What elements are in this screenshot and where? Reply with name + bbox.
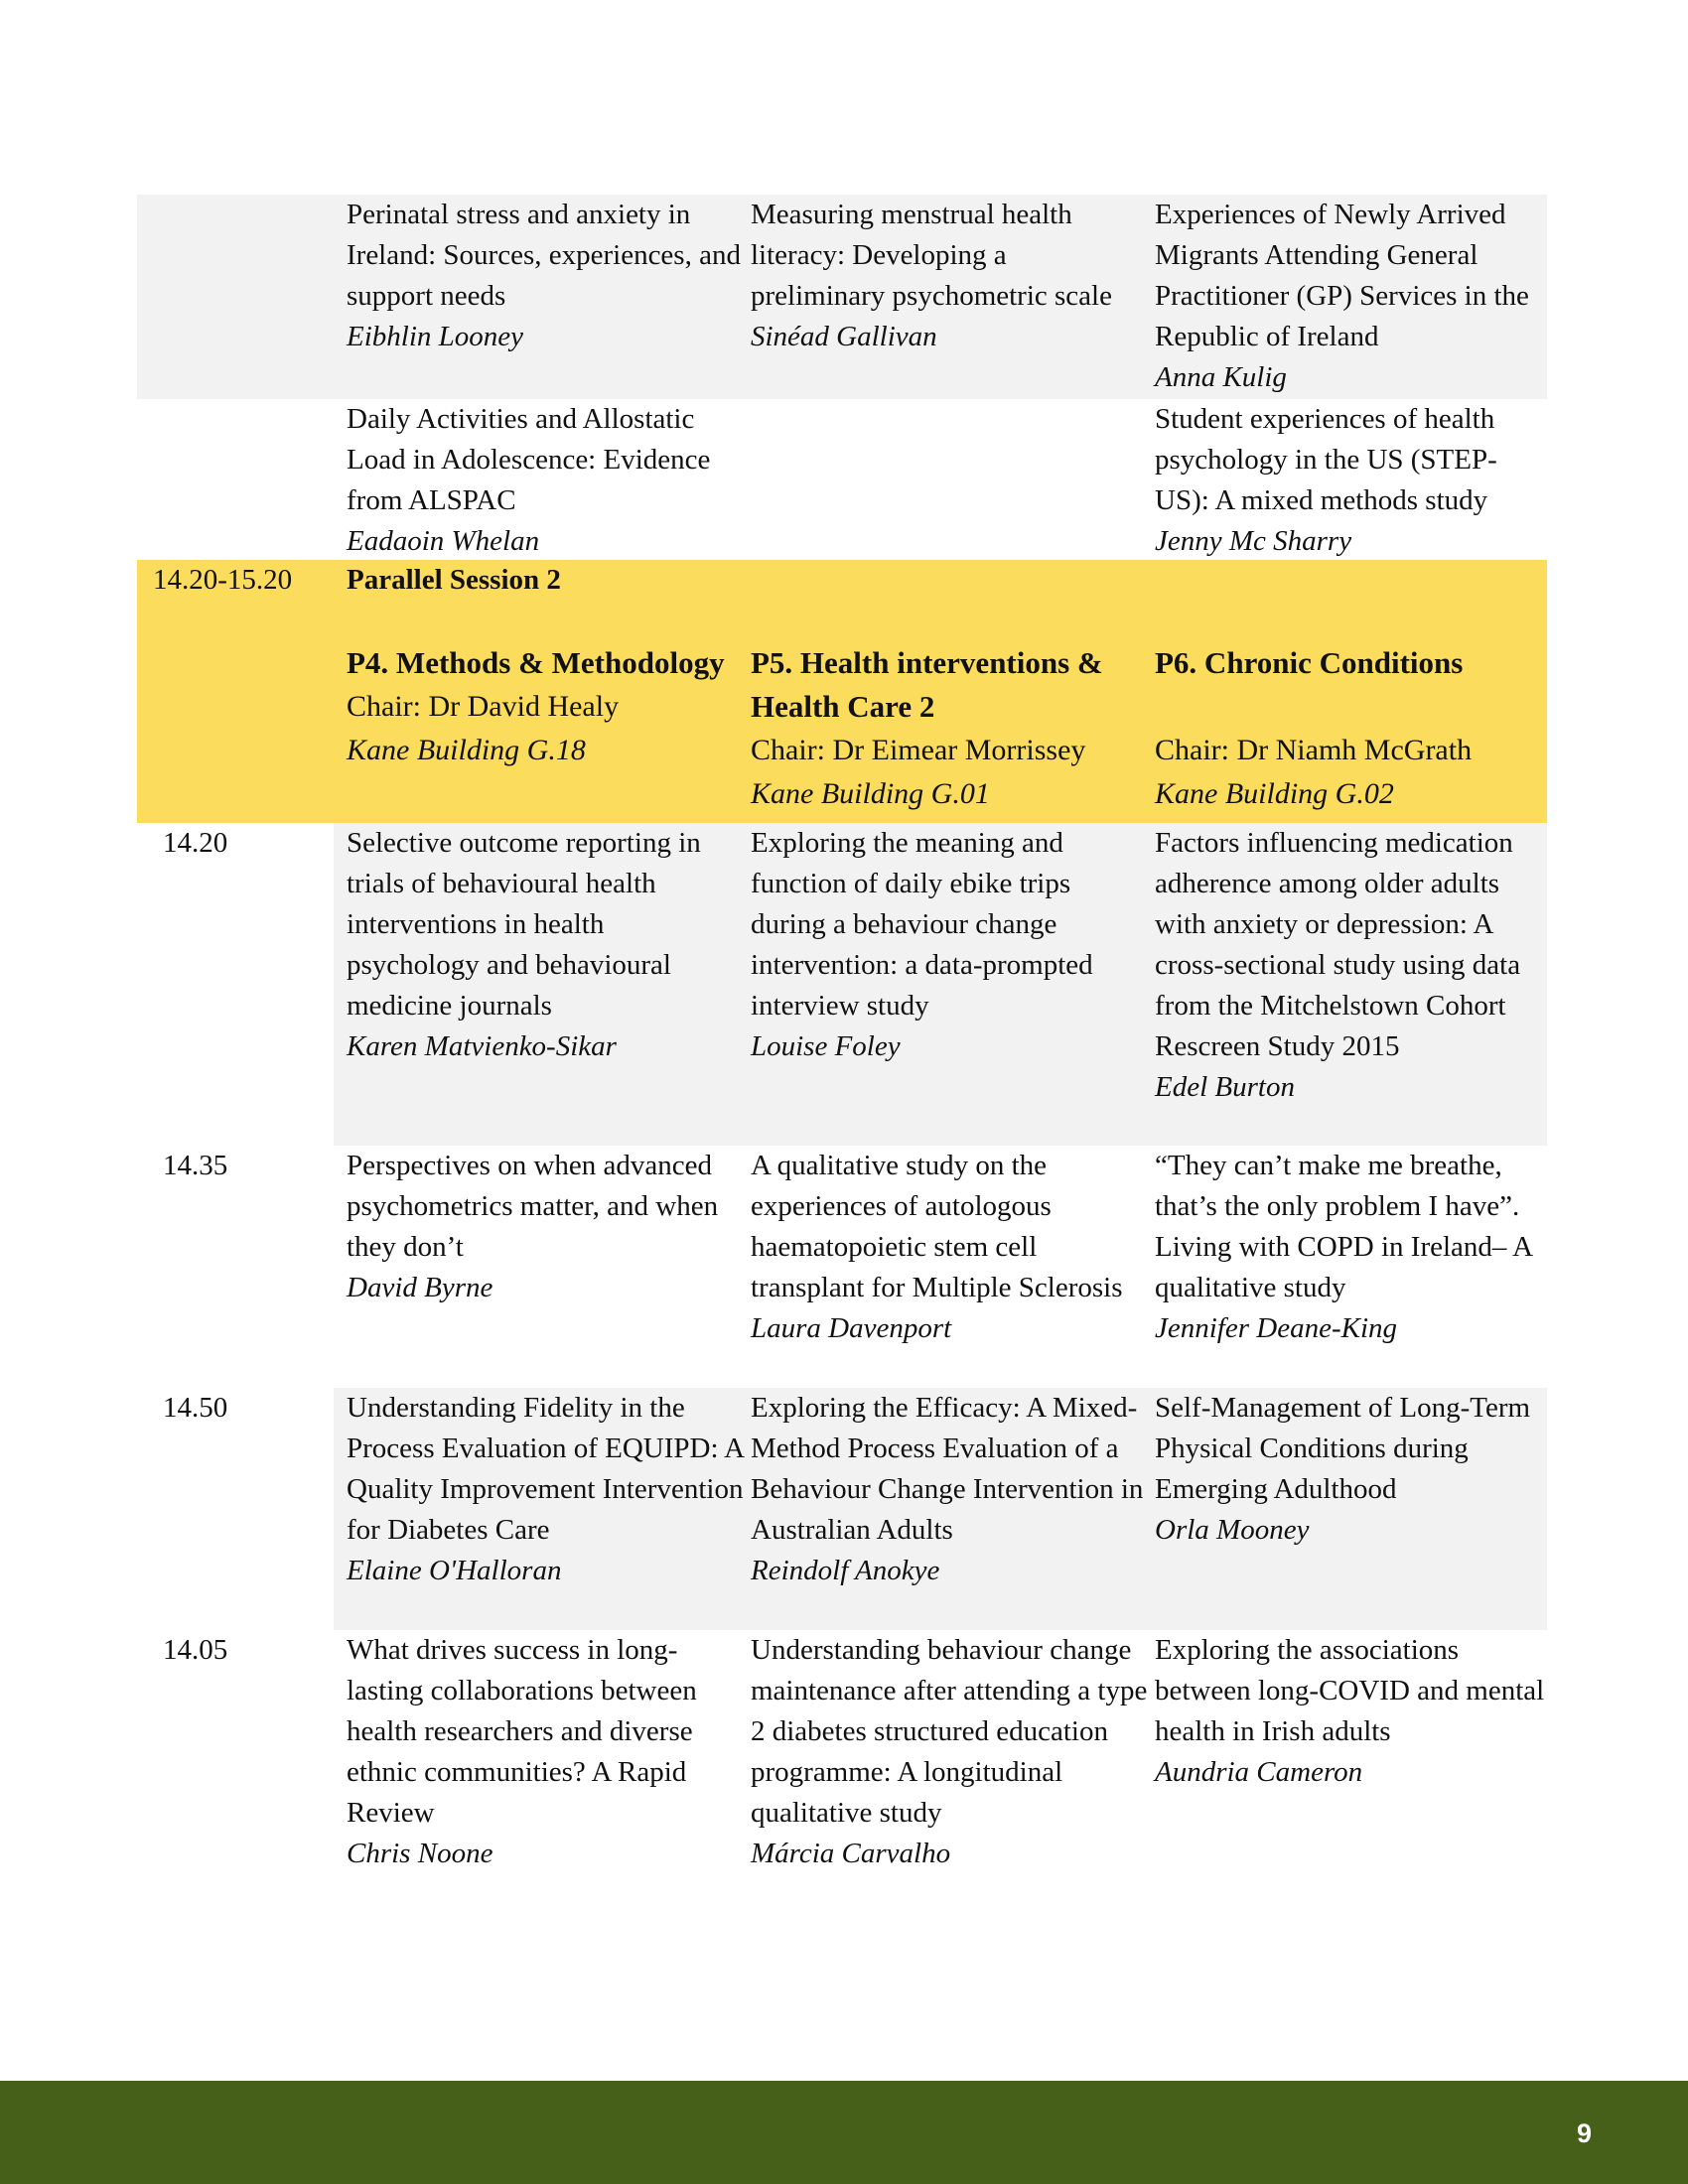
row-time: 14.05 bbox=[163, 1634, 228, 1666]
talk-author: Orla Mooney bbox=[1155, 1514, 1310, 1546]
track-room: Kane Building G.01 bbox=[751, 777, 990, 810]
table-row bbox=[137, 195, 1547, 399]
row-time: 14.20 bbox=[163, 827, 228, 859]
talk-title: What drives success in long-lasting collaborations between health researchers and diverse ethnic communities? A Rapid Review bbox=[347, 1634, 697, 1829]
talk-cell bbox=[1155, 195, 1547, 398]
talk-author: Elaine O'Halloran bbox=[347, 1555, 562, 1586]
talk-author: Chris Noone bbox=[347, 1838, 493, 1869]
talk-title: Selective outcome reporting in trials of behavioural health interventions in health psychology and behavioural medicine journals bbox=[347, 827, 701, 1022]
talk-cell bbox=[1155, 399, 1547, 562]
talk-author: Sinéad Gallivan bbox=[751, 321, 937, 352]
talk-cell bbox=[347, 823, 744, 1067]
track-chair: Chair: Dr Niamh McGrath bbox=[1155, 734, 1473, 766]
talk-title: Perspectives on when advanced psychometrics matter, and when they don’t bbox=[347, 1150, 719, 1263]
track-title: P6. Chronic Conditions bbox=[1155, 645, 1464, 680]
talk-cell bbox=[1155, 823, 1547, 1108]
talk-author: Jenny Mc Sharry bbox=[1155, 525, 1352, 557]
row-time: 14.35 bbox=[163, 1150, 228, 1181]
talk-cell bbox=[751, 1630, 1148, 1874]
talk-cell bbox=[347, 1146, 744, 1308]
talk-cell bbox=[751, 823, 1148, 1067]
session-label: Parallel Session 2 bbox=[347, 564, 561, 596]
talk-cell bbox=[751, 1388, 1148, 1591]
talk-author: Jennifer Deane-King bbox=[1155, 1312, 1398, 1344]
talk-title: Understanding Fidelity in the Process Evaluation of EQUIPD: A Quality Improvement Intervention for Diabetes Care bbox=[347, 1392, 744, 1546]
talk-cell bbox=[751, 195, 1148, 357]
track-chair: Chair: Dr David Healy bbox=[347, 690, 620, 723]
talk-author: Laura Davenport bbox=[751, 1312, 952, 1344]
talk-title: Measuring menstrual health literacy: Developing a preliminary psychometric scale bbox=[751, 199, 1112, 312]
talk-author: Anna Kulig bbox=[1155, 361, 1287, 393]
track-header bbox=[1155, 641, 1547, 816]
track-header bbox=[347, 641, 744, 772]
session-time: 14.20-15.20 bbox=[153, 564, 293, 596]
row-time: 14.50 bbox=[163, 1392, 228, 1424]
table-row bbox=[137, 1146, 1547, 1388]
table-row bbox=[137, 823, 1547, 1146]
page-number: 9 bbox=[1576, 2118, 1592, 2148]
page-footer bbox=[0, 2081, 1688, 2184]
talk-title: Daily Activities and Allostatic Load in Adolescence: Evidence from ALSPAC bbox=[347, 403, 711, 516]
talk-cell bbox=[347, 399, 744, 562]
talk-author: Aundria Cameron bbox=[1155, 1756, 1363, 1788]
session-header bbox=[137, 560, 1547, 823]
talk-author: Eadaoin Whelan bbox=[347, 525, 540, 557]
talk-cell bbox=[347, 1630, 744, 1874]
talk-title: Exploring the Efficacy: A Mixed-Method Process Evaluation of a Behaviour Change Intervention in Australian Adults bbox=[751, 1392, 1144, 1546]
talk-title: Perinatal stress and anxiety in Ireland: Sources, experiences, and support needs bbox=[347, 199, 741, 312]
talk-title: Experiences of Newly Arrived Migrants Attending General Practitioner (GP) Services in the Republic of Ireland bbox=[1155, 199, 1529, 352]
track-chair: Chair: Dr Eimear Morrissey bbox=[751, 734, 1086, 766]
talk-author: Reindolf Anokye bbox=[751, 1555, 940, 1586]
talk-author: David Byrne bbox=[347, 1272, 493, 1303]
talk-title: Self-Management of Long-Term Physical Conditions during Emerging Adulthood bbox=[1155, 1392, 1531, 1505]
talk-title: Factors influencing medication adherence among older adults with anxiety or depression: A cross-sectional study using data from the Mitchelstown Cohort Rescreen Study 2015 bbox=[1155, 827, 1521, 1062]
talk-author: Louise Foley bbox=[751, 1030, 901, 1062]
talk-cell bbox=[1155, 1146, 1547, 1349]
talk-title: Exploring the meaning and function of daily ebike trips during a behaviour change intervention: a data-prompted interview study bbox=[751, 827, 1093, 1022]
talk-cell bbox=[751, 1146, 1148, 1349]
table-row bbox=[137, 399, 1547, 560]
talk-cell bbox=[347, 195, 744, 357]
talk-title: “They can’t make me breathe, that’s the only problem I have”. Living with COPD in Ireland– A qualitative study bbox=[1155, 1150, 1532, 1303]
talk-author: Márcia Carvalho bbox=[751, 1838, 951, 1869]
talk-cell bbox=[1155, 1630, 1547, 1793]
track-header bbox=[751, 641, 1148, 816]
table-row bbox=[137, 1388, 1547, 1630]
track-room: Kane Building G.18 bbox=[347, 734, 586, 766]
talk-cell bbox=[1155, 1388, 1547, 1551]
talk-title: A qualitative study on the experiences of autologous haematopoietic stem cell transplant for Multiple Sclerosis bbox=[751, 1150, 1123, 1303]
track-room: Kane Building G.02 bbox=[1155, 777, 1394, 810]
talk-author: Edel Burton bbox=[1155, 1071, 1295, 1103]
talk-title: Understanding behaviour change maintenance after attending a type 2 diabetes structured education programme: A longitudinal qualitative study bbox=[751, 1634, 1148, 1829]
track-title: P4. Methods & Methodology bbox=[347, 645, 725, 680]
talk-cell bbox=[347, 1388, 744, 1591]
talk-title: Exploring the associations between long-COVID and mental health in Irish adults bbox=[1155, 1634, 1545, 1747]
talk-author: Karen Matvienko-Sikar bbox=[347, 1030, 617, 1062]
talk-author: Eibhlin Looney bbox=[347, 321, 524, 352]
track-title: P5. Health interventions & Health Care 2 bbox=[751, 645, 1103, 724]
table-row bbox=[137, 1630, 1547, 1918]
talk-title: Student experiences of health psychology in the US (STEP-US): A mixed methods study bbox=[1155, 403, 1497, 516]
